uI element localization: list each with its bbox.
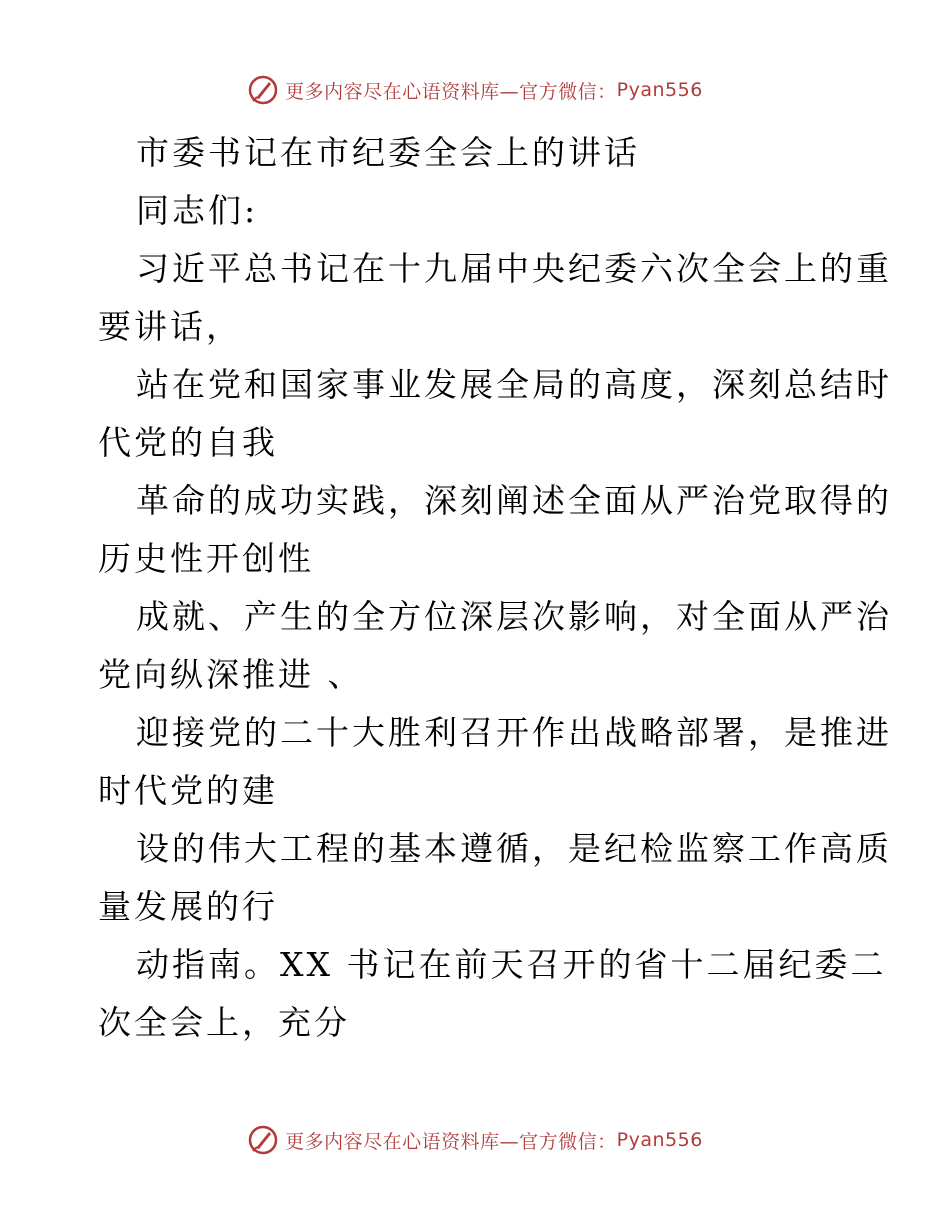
- paragraph-line: 习近平总书记在十九届中央纪委六次全会上的重: [136, 249, 892, 288]
- paragraph-line: 党向纵深推进 、: [98, 655, 364, 694]
- paragraph-line: 设的伟大工程的基本遵循，是纪检监察工作高质: [136, 829, 892, 868]
- watermark-text: 更多内容尽在心语资料库—官方微信：: [285, 1130, 617, 1153]
- paragraph-line: 站在党和国家事业发展全局的高度，深刻总结时: [136, 365, 892, 404]
- paragraph-line: 代党的自我: [98, 423, 278, 462]
- paragraph-line: 时代党的建: [98, 771, 278, 810]
- paragraph-line: 迎接党的二十大胜利召开作出战略部署，是推进: [136, 713, 892, 752]
- document-body: [98, 124, 892, 1052]
- header-watermark: [0, 70, 950, 110]
- quill-logo-icon: [247, 1124, 279, 1156]
- quill-logo-icon: [247, 74, 279, 106]
- paragraph-line: 次全会上，充分: [98, 1003, 350, 1042]
- paragraph-line: 量发展的行: [98, 887, 278, 926]
- watermark-wechat-id: Pyan556: [616, 79, 703, 101]
- watermark-text: 更多内容尽在心语资料库—官方微信：: [285, 80, 617, 103]
- watermark-wechat-id: Pyan556: [616, 1129, 703, 1151]
- salutation: 同志们:: [136, 191, 259, 230]
- paragraph-line: 要讲话，: [98, 307, 242, 346]
- paragraph-line: 革命的成功实践，深刻阐述全面从严治党取得的: [136, 481, 892, 520]
- document-title: 市委书记在市纪委全会上的讲话: [136, 133, 640, 172]
- paragraph-line: 成就、产生的全方位深层次影响，对全面从严治: [136, 597, 892, 636]
- paragraph-line: 历史性开创性: [98, 539, 314, 578]
- paragraph-line: 动指南。XX 书记在前天召开的省十二届纪委二: [136, 945, 887, 984]
- footer-watermark: [0, 1120, 950, 1160]
